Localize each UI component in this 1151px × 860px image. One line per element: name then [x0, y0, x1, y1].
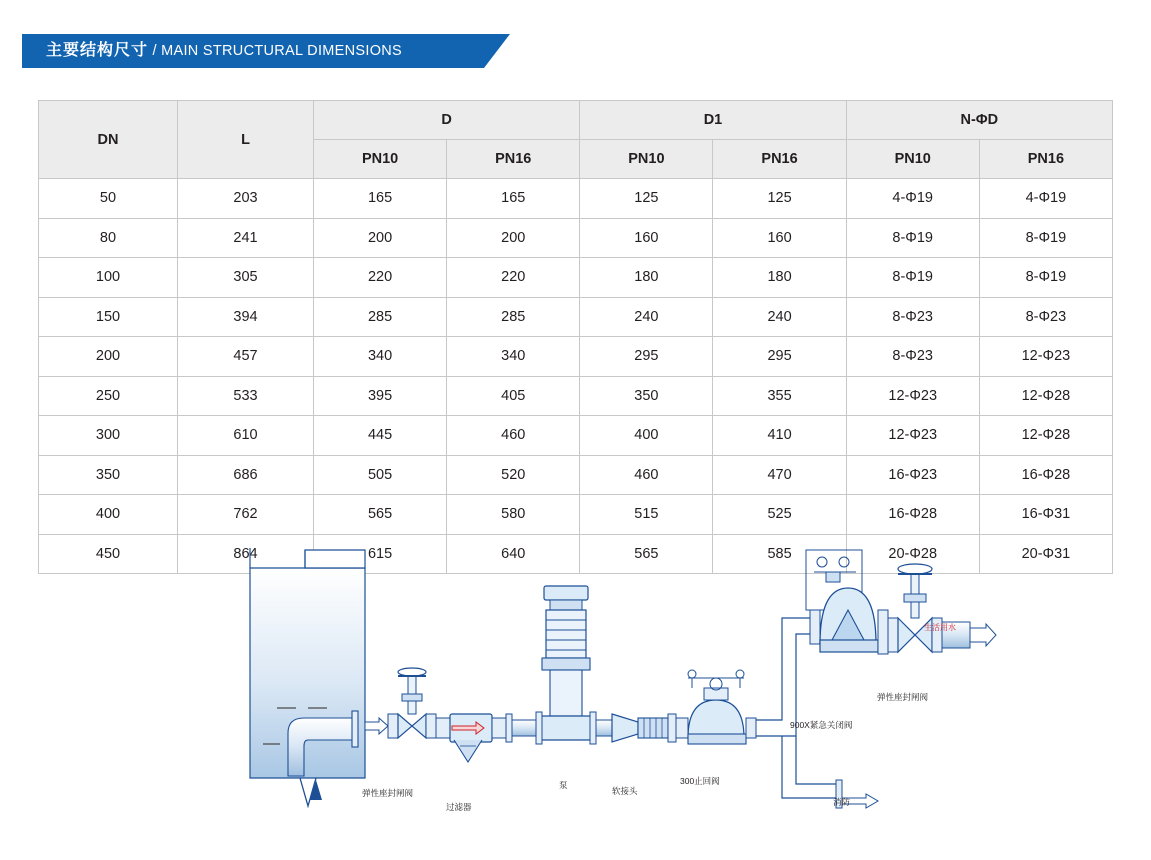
- header-d-pn16: PN16: [447, 140, 580, 179]
- table-row: [39, 179, 1113, 219]
- cell-dn: 350: [39, 455, 178, 495]
- cell-d1-pn16: 410: [713, 416, 846, 456]
- cell-nd-pn10: 16-Φ28: [846, 495, 979, 535]
- label-filter: 过滤器: [446, 802, 472, 812]
- cell-nd-pn10: 8-Φ23: [846, 337, 979, 377]
- label-pump: 泵: [559, 780, 568, 790]
- cell-d-pn16: 165: [447, 179, 580, 219]
- cell-l: 457: [178, 337, 314, 377]
- cell-l: 394: [178, 297, 314, 337]
- cell-nd-pn16: 12-Φ28: [979, 416, 1112, 456]
- cell-d-pn16: 460: [447, 416, 580, 456]
- cell-d1-pn10: 400: [580, 416, 713, 456]
- cell-d1-pn16: 180: [713, 258, 846, 298]
- label-fire-water: 消防: [833, 797, 851, 807]
- cell-nd-pn10: 12-Φ23: [846, 376, 979, 416]
- cell-nd-pn16: 20-Φ31: [979, 534, 1112, 574]
- cell-d-pn16: 220: [447, 258, 580, 298]
- header-dn: DN: [39, 101, 178, 179]
- cell-dn: 250: [39, 376, 178, 416]
- water-tank: [250, 548, 365, 806]
- banner-title-cn: 主要结构尺寸: [46, 42, 149, 59]
- cell-d1-pn10: 565: [580, 534, 713, 574]
- table-row: [39, 376, 1113, 416]
- header-nd: N-ΦD: [846, 101, 1112, 140]
- cell-d1-pn10: 160: [580, 218, 713, 258]
- label-flex-joint: 软接头: [612, 786, 638, 796]
- cell-d1-pn16: 240: [713, 297, 846, 337]
- banner-title: [46, 34, 402, 68]
- cell-d-pn10: 200: [314, 218, 447, 258]
- label-emergency-valve: 900X紧急关闭阀: [790, 720, 853, 730]
- banner-title-en: / MAIN STRUCTURAL DIMENSIONS: [152, 43, 403, 59]
- cell-d-pn16: 200: [447, 218, 580, 258]
- cell-nd-pn10: 8-Φ19: [846, 218, 979, 258]
- cell-l: 610: [178, 416, 314, 456]
- cell-l: 533: [178, 376, 314, 416]
- label-valve2: 弹性座封闸阀: [877, 692, 929, 702]
- flexible-joint-icon: [596, 714, 676, 742]
- cell-d1-pn16: 125: [713, 179, 846, 219]
- table-head: [39, 101, 1113, 179]
- cell-dn: 300: [39, 416, 178, 456]
- cell-dn: 450: [39, 534, 178, 574]
- cell-l: 305: [178, 258, 314, 298]
- cell-nd-pn16: 8-Φ19: [979, 258, 1112, 298]
- cell-dn: 400: [39, 495, 178, 535]
- table-row: [39, 495, 1113, 535]
- cell-l: 864: [178, 534, 314, 574]
- label-check-valve: 300止回阀: [680, 776, 720, 786]
- cell-dn: 50: [39, 179, 178, 219]
- header-d1-pn16: PN16: [713, 140, 846, 179]
- cell-l: 762: [178, 495, 314, 535]
- header-l: L: [178, 101, 314, 179]
- cell-d-pn10: 285: [314, 297, 447, 337]
- pump-icon: [536, 586, 596, 744]
- table-header-row-groups: [39, 101, 1113, 140]
- cell-dn: 150: [39, 297, 178, 337]
- cell-d1-pn10: 180: [580, 258, 713, 298]
- cell-nd-pn10: 8-Φ19: [846, 258, 979, 298]
- cell-nd-pn10: 4-Φ19: [846, 179, 979, 219]
- cell-d1-pn16: 295: [713, 337, 846, 377]
- cell-d-pn16: 520: [447, 455, 580, 495]
- header-d-pn10: PN10: [314, 140, 447, 179]
- banner-arrow-tail: [484, 34, 510, 68]
- cell-nd-pn10: 12-Φ23: [846, 416, 979, 456]
- cell-d-pn10: 565: [314, 495, 447, 535]
- cell-d-pn10: 220: [314, 258, 447, 298]
- cell-nd-pn16: 12-Φ28: [979, 376, 1112, 416]
- table-row: [39, 218, 1113, 258]
- check-valve-300-icon: [676, 670, 756, 744]
- cell-d1-pn10: 515: [580, 495, 713, 535]
- cell-d-pn10: 340: [314, 337, 447, 377]
- cell-nd-pn16: 8-Φ23: [979, 297, 1112, 337]
- header-nd-pn10: PN10: [846, 140, 979, 179]
- cell-nd-pn10: 16-Φ23: [846, 455, 979, 495]
- header-d: D: [314, 101, 580, 140]
- table-row: [39, 297, 1113, 337]
- cell-d-pn16: 640: [447, 534, 580, 574]
- table-row: [39, 416, 1113, 456]
- table-row: [39, 455, 1113, 495]
- table-body: [39, 179, 1113, 574]
- cell-nd-pn16: 16-Φ28: [979, 455, 1112, 495]
- label-domestic-water: 生活用水: [924, 623, 956, 632]
- cell-l: 203: [178, 179, 314, 219]
- table-row: [39, 258, 1113, 298]
- cell-d-pn16: 405: [447, 376, 580, 416]
- header-d1: D1: [580, 101, 846, 140]
- cell-d-pn10: 395: [314, 376, 447, 416]
- cell-d1-pn16: 470: [713, 455, 846, 495]
- cell-d1-pn10: 460: [580, 455, 713, 495]
- cell-dn: 100: [39, 258, 178, 298]
- label-valve1: 弹性座封闸阀: [362, 788, 414, 798]
- cell-d1-pn16: 525: [713, 495, 846, 535]
- cell-d1-pn16: 585: [713, 534, 846, 574]
- cell-d-pn16: 285: [447, 297, 580, 337]
- cell-d1-pn10: 125: [580, 179, 713, 219]
- gate-valve-1-icon: [388, 668, 436, 738]
- cell-dn: 200: [39, 337, 178, 377]
- section-header-banner: [22, 34, 522, 68]
- piping-schematic-diagram: [180, 548, 1000, 848]
- emergency-shutoff-valve-900x-icon: [806, 550, 888, 654]
- cell-d-pn10: 165: [314, 179, 447, 219]
- dimensions-table-container: [38, 100, 1113, 574]
- table-row: [39, 337, 1113, 377]
- cell-nd-pn16: 8-Φ19: [979, 218, 1112, 258]
- cell-d-pn10: 615: [314, 534, 447, 574]
- cell-nd-pn10: 8-Φ23: [846, 297, 979, 337]
- header-nd-pn16: PN16: [979, 140, 1112, 179]
- cell-d-pn16: 580: [447, 495, 580, 535]
- cell-nd-pn16: 16-Φ31: [979, 495, 1112, 535]
- filter-strainer-icon: [436, 714, 506, 762]
- cell-nd-pn10: 20-Φ28: [846, 534, 979, 574]
- cell-d1-pn16: 160: [713, 218, 846, 258]
- cell-d1-pn10: 240: [580, 297, 713, 337]
- cell-l: 686: [178, 455, 314, 495]
- cell-d1-pn10: 295: [580, 337, 713, 377]
- cell-d-pn10: 505: [314, 455, 447, 495]
- cell-dn: 80: [39, 218, 178, 258]
- gate-valve-2-icon: [888, 564, 996, 652]
- cell-d1-pn10: 350: [580, 376, 713, 416]
- cell-d-pn16: 340: [447, 337, 580, 377]
- dimensions-table: [38, 100, 1113, 574]
- header-d1-pn10: PN10: [580, 140, 713, 179]
- cell-d1-pn16: 355: [713, 376, 846, 416]
- cell-nd-pn16: 4-Φ19: [979, 179, 1112, 219]
- cell-l: 241: [178, 218, 314, 258]
- cell-d-pn10: 445: [314, 416, 447, 456]
- cell-nd-pn16: 12-Φ23: [979, 337, 1112, 377]
